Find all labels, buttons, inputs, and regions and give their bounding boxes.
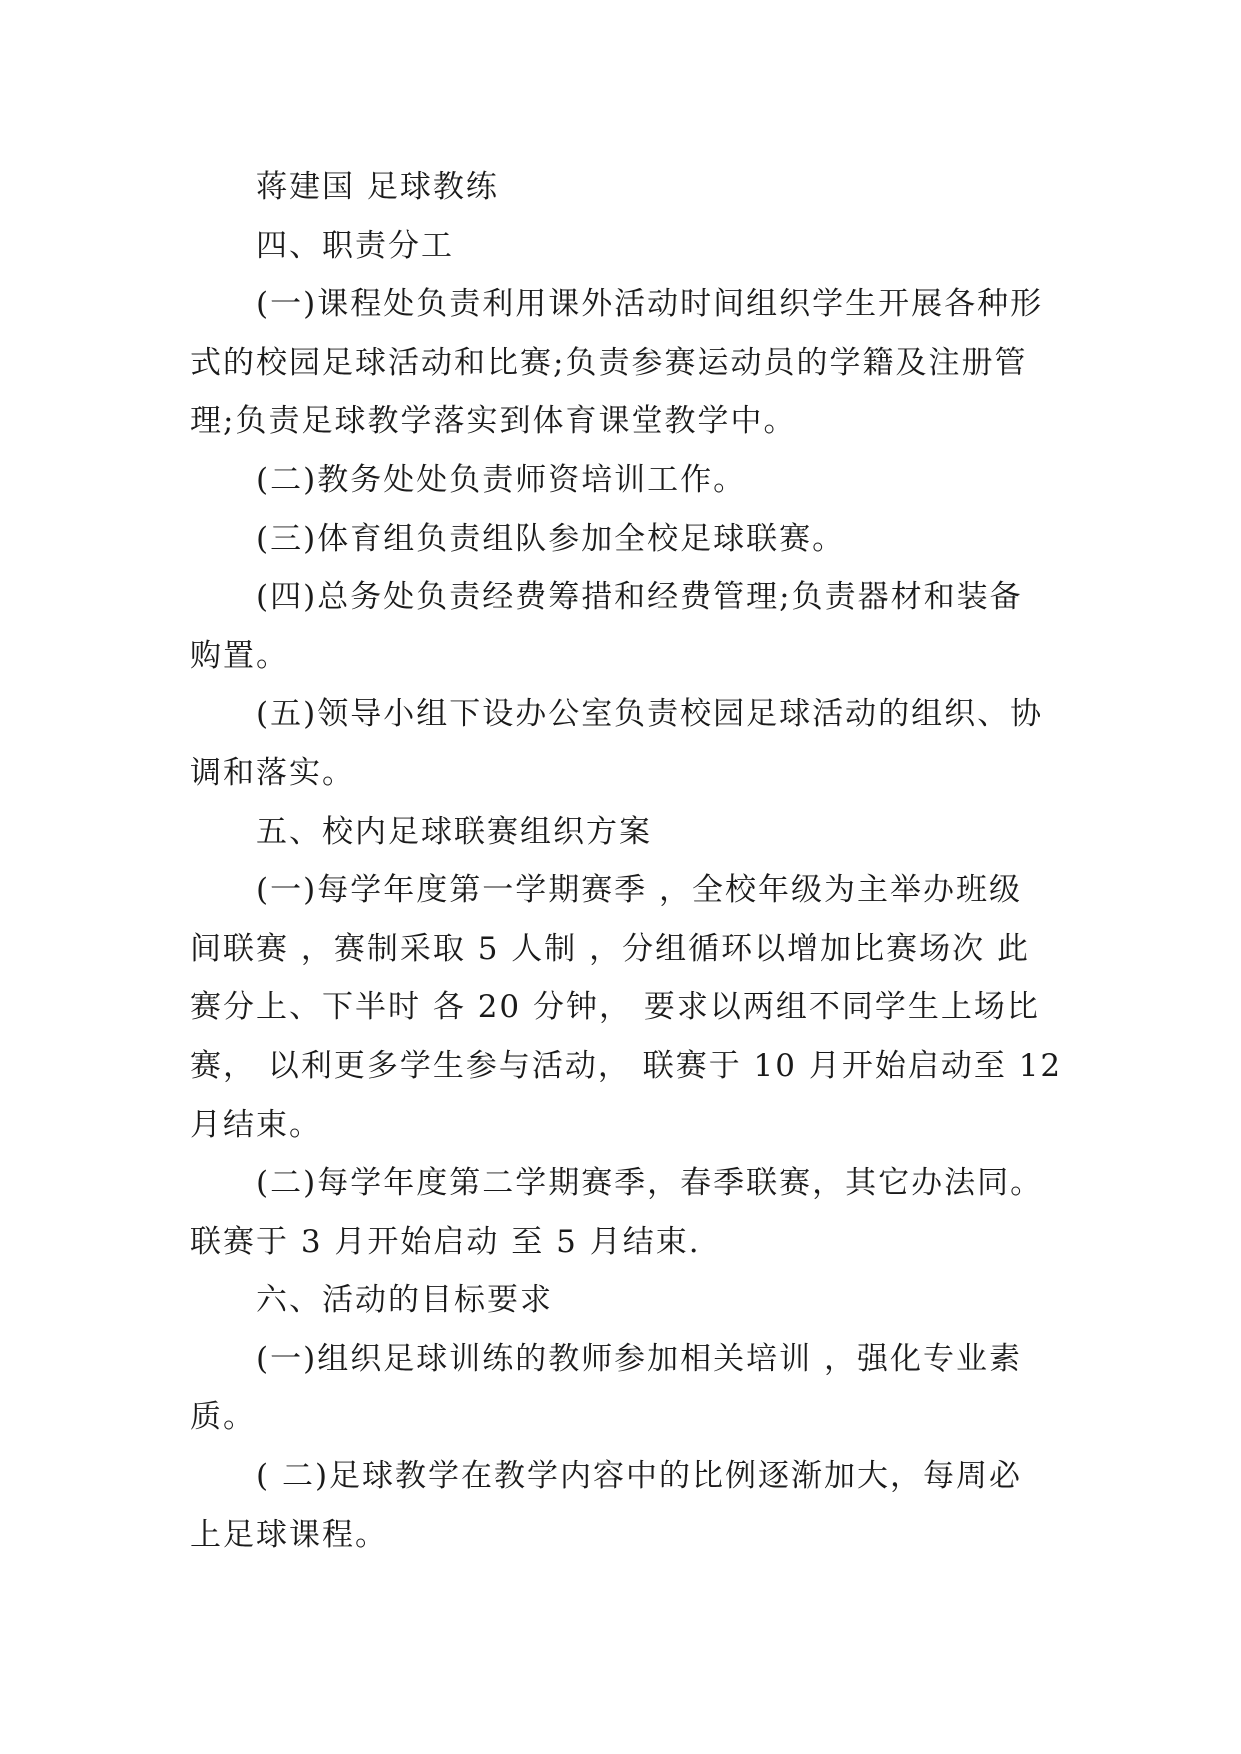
section-heading: 五、校内足球联赛组织方案 — [256, 813, 652, 850]
section-heading: 四、职责分工 — [256, 227, 454, 264]
text-line: 蒋建国 足球教练 — [256, 169, 499, 205]
text-line: (一)组织足球训练的教师参加相关培训 ，强化专业素 — [256, 1340, 1023, 1377]
text-line: (一)课程处负责利用课外活动时间组织学生开展各种形 — [256, 286, 1044, 323]
text-line: 联赛于 3 月开始启动 至 5 月结束. — [190, 1223, 701, 1260]
text-line: 间联赛 ，赛制采取 5 人制 ，分组循环以增加比赛场次 此 — [190, 930, 1030, 967]
section-heading: 六、活动的目标要求 — [256, 1282, 553, 1319]
text-line: (三)体育组负责组队参加全校足球联赛。 — [256, 520, 846, 557]
text-line: (一)每学年度第一学期赛季 ，全校年级为主举办班级 — [256, 872, 1023, 909]
text-line: 赛， 以利更多学生参与活动， 联赛于 10 月开始启动至 12 — [190, 1047, 1063, 1084]
text-line: (二)教务处处负责师资培训工作。 — [256, 461, 747, 498]
text-line: 理;负责足球教学落实到体育课堂教学中。 — [190, 403, 797, 440]
text-line: (二)每学年度第二学期赛季，春季联赛，其它办法同。 — [256, 1165, 1044, 1202]
text-line: 购置。 — [190, 637, 289, 674]
text-line: 调和落实。 — [190, 754, 355, 791]
text-line: 质。 — [190, 1399, 256, 1436]
text-line: (五)领导小组下设办公室负责校园足球活动的组织、协 — [256, 696, 1044, 733]
text-line: (四)总务处负责经费筹措和经费管理;负责器材和装备 — [256, 579, 1023, 616]
text-line: 式的校园足球活动和比赛;负责参赛运动员的学籍及注册管 — [190, 344, 1028, 381]
document-body — [190, 158, 1070, 1564]
text-line: 上足球课程。 — [190, 1516, 388, 1553]
text-line: 月结束。 — [190, 1106, 322, 1143]
text-line: ( 二)足球教学在教学内容中的比例逐渐加大，每周必 — [256, 1458, 1023, 1495]
text-line: 赛分上、下半时 各 20 分钟， 要求以两组不同学生上场比 — [190, 989, 1040, 1026]
